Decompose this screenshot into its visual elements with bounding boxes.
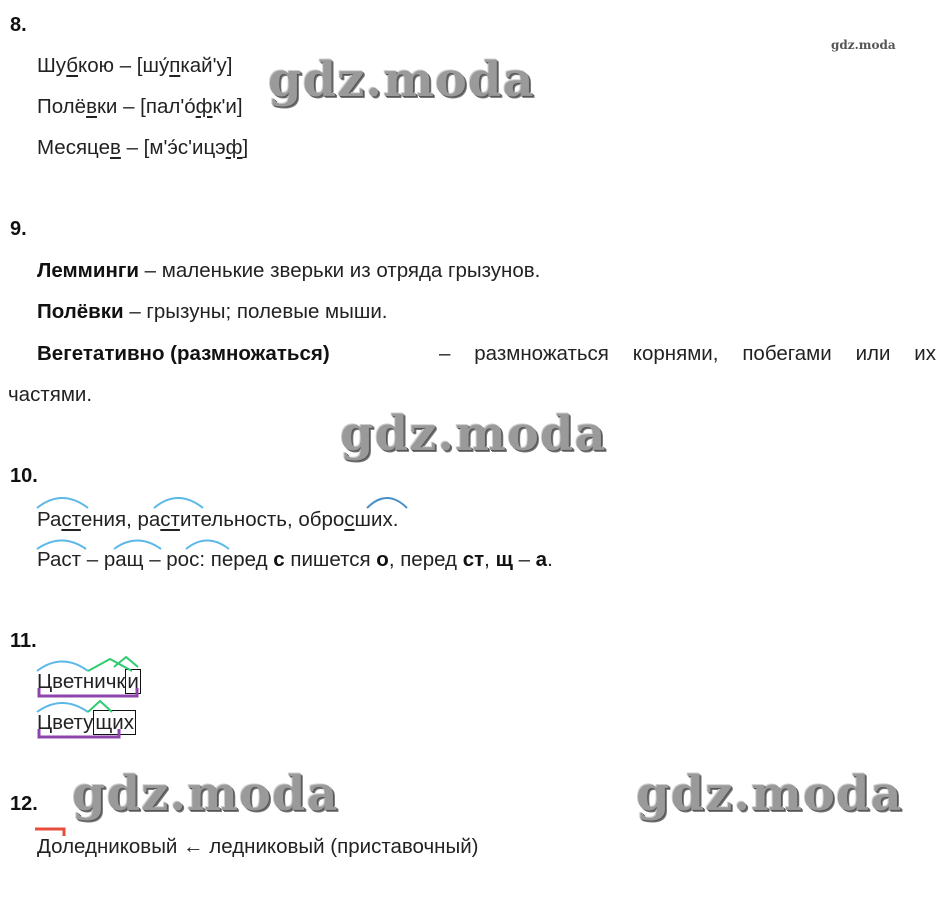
root-arc-3 [367, 498, 407, 508]
transcription-line-3: Месяцев – [м'э́с'ицэф] [37, 136, 249, 159]
suffix-mark-1 [88, 659, 132, 671]
exercise-number-11: 11. [10, 630, 37, 652]
definition-3-continued: частями. [8, 383, 93, 406]
definition-3-text: – размножаться корнями, побегами или их [439, 342, 936, 365]
roots-line: Растения, растительность, обросших. [37, 508, 399, 531]
exercise-number-8: 8. [10, 14, 27, 36]
watermark-2: gdz.moda [340, 406, 607, 462]
root-arc-8 [37, 703, 88, 712]
root-arc-7 [37, 662, 88, 672]
exercise-number-9: 9. [10, 218, 27, 240]
ending-box-1: и [127, 670, 139, 693]
stem-bracket-1 [39, 688, 137, 696]
root-arc-5 [114, 541, 161, 550]
ending-box-2: щих [95, 711, 134, 734]
exercise-number-12: 12. [10, 793, 38, 815]
definition-2: Полёвки – грызуны; полевые мыши. [37, 300, 388, 323]
definition-1: Лемминги – маленькие зверьки из отряда грызунов. [37, 259, 541, 282]
definition-3: Вегетативно (размножаться) – размножаться корнями, побегами или их [37, 342, 936, 365]
root-arc-1 [37, 498, 88, 508]
rule-line: Раст – ращ – рос: перед с пишется о, перед ст, щ – а. [37, 548, 553, 571]
transcription-line-2: Полёвки – [пал'о́фк'и] [37, 95, 243, 118]
watermark-1: gdz.moda [268, 52, 535, 108]
derivation-line: Доледниковый ← ледниковый (приставочный) [37, 835, 479, 858]
word-parse-1: Цветнички [37, 670, 139, 693]
suffix-mark-2 [114, 657, 138, 667]
exercise-number-10: 10. [10, 465, 38, 487]
prefix-mark [35, 829, 64, 836]
root-arc-2 [154, 498, 203, 508]
suffix-mark-3 [88, 701, 112, 712]
transcription-line-1: Шубкою – [шу́пкай'у] [37, 54, 233, 77]
word-parse-2: Цветущих [37, 711, 134, 734]
root-arc-4 [37, 541, 86, 550]
stem-bracket-2 [39, 729, 119, 737]
root-arc-6 [186, 541, 229, 550]
watermark-3: gdz.moda [72, 766, 339, 822]
watermark-4: gdz.moda [636, 766, 903, 822]
watermark-small: gdz.moda [831, 38, 896, 52]
